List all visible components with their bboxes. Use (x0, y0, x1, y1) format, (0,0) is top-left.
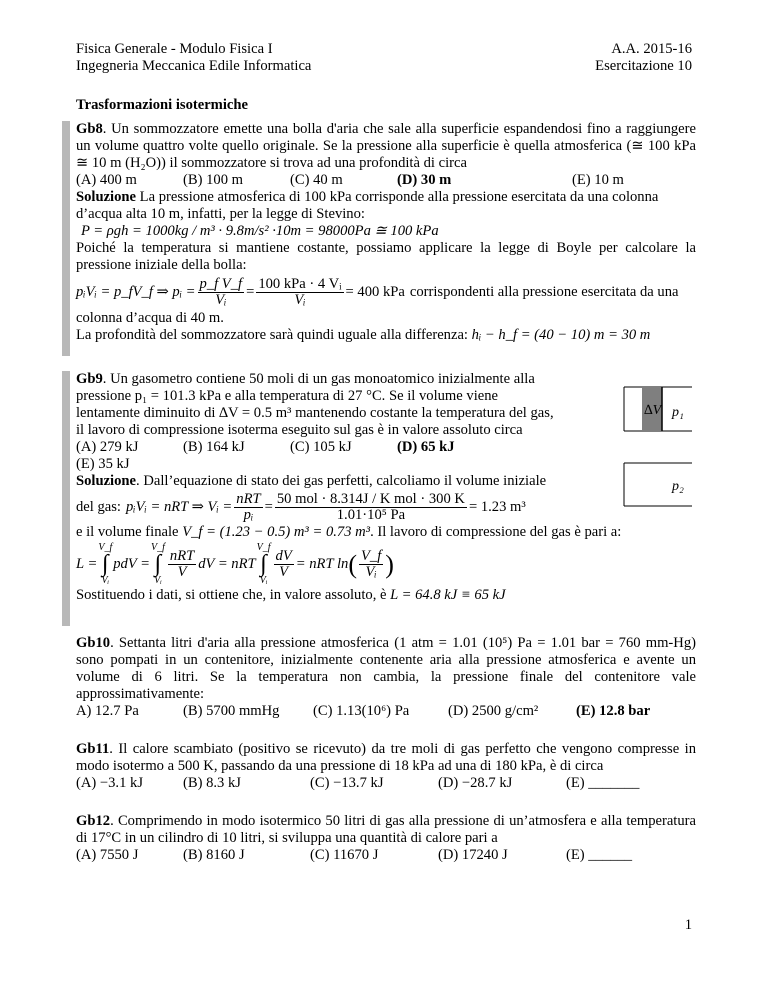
gb11-question-text: . Il calore scambiato (positivo se ricevuto) da tre moli di gas perfetto che vengono compresse in modo isotermo a 500 K, passando da una pressione di 18 kPa ad una di 180 kPa, è di circa (76, 741, 696, 774)
gb8-depth (76, 327, 696, 344)
gb8-problem (76, 121, 696, 344)
gb9-solution-label: Soluzione (76, 473, 137, 489)
gb8-margin-bar (62, 121, 70, 356)
academic-year: A.A. 2015-16 (611, 41, 692, 57)
int2-upper: V_f (151, 542, 165, 553)
cylinder-initial (624, 387, 692, 431)
gb9-final-volume-formula: V_f = (1.23 − 0.5) m³ = 0.73 m³ (182, 524, 371, 540)
integral-sign-2: V_f ∫ Vᵢ (151, 542, 165, 586)
gb8-boyle-frac1-den: Vᵢ (215, 291, 227, 308)
gb9-options-row1 (76, 439, 696, 456)
gb8-depth-formula: hᵢ − h_f = (40 − 10) m = 30 m (471, 327, 651, 343)
gb9-problem (76, 371, 696, 604)
gb8-boyle-tail2: colonna d’acqua di 40 m. (76, 310, 224, 326)
gb8-boyle-frac1 (198, 277, 245, 308)
gb8-boyle-intro: Poiché la temperatura si mantiene costante, possiamo applicare la legge di Boyle per calcolare la pressione iniziale della bolla: (76, 240, 696, 273)
integral-sign-1: V_f ∫ Vᵢ (98, 542, 113, 586)
gb11-id: Gb11 (76, 741, 110, 757)
gb9-state-frac1 (234, 492, 262, 523)
gb8-boyle-tail: corrispondenti alla pressione esercitata da una (409, 283, 679, 300)
gb9-work-dV: dV = nRT (198, 555, 256, 572)
gb9-conclusion-text: Sostituendo i dati, si ottiene che, in valore assoluto, è (76, 587, 387, 603)
gb9-conclusion (76, 587, 696, 604)
gb8-option-d: (D) 30 m (397, 172, 452, 188)
gb9-final-volume-tail: . Il lavoro di compressione del gas è pari a: (370, 524, 622, 540)
gb12-problem (76, 813, 696, 864)
gb9-option-e: (E) 35 kJ (76, 456, 130, 472)
gb8-boyle-frac2-den: Vᵢ (294, 291, 306, 308)
gb8-boyle-result: = 400 kPa (345, 283, 405, 300)
gb10-option-c: (C) 1.13(10⁶) Pa (313, 703, 410, 719)
int1-upper: V_f (98, 542, 113, 553)
gb9-state-result: = 1.23 m³ (468, 498, 526, 515)
gb9-state-frac2-den: 1.01·10⁵ Pa (336, 506, 406, 523)
gb12-question-text: . Comprimendo in modo isotermico 50 litri di gas alla pressione di un’atmosfera e alla temperatura di 17°C in un cilindro di 10 litri, si sviluppa una quantità di calore pari a (76, 813, 696, 846)
gb10-option-d: (D) 2500 g/cm² (448, 703, 539, 719)
gb9-option-c: (C) 105 kJ (290, 439, 352, 455)
gb9-state-lhs: pᵢVᵢ = nRT ⇒ Vᵢ = (126, 498, 233, 515)
section-title: Trasformazioni isotermiche (76, 97, 248, 113)
gb11-option-b: (B) 8.3 kJ (183, 775, 241, 791)
gb8-solution (76, 189, 696, 223)
gb10-problem (76, 635, 696, 720)
gb9-work-ln-den: Vᵢ (365, 563, 377, 580)
gb9-state-formula: del gas: pᵢVᵢ = nRT ⇒ Vᵢ = $\frac{\text{nRT}}{\text{pᵢ}}$ = $\frac{\text{50 mol · 8.314J / K mol · 300 K}}{\text{1.01·10⁵ Pa}}$ = 1.23 m³ (76, 490, 526, 523)
gb9-state-frac2-num: 50 mol · 8.314J / K mol · 300 K (276, 490, 465, 507)
gb12-option-b: (B) 8160 J (183, 847, 245, 863)
gb9-final-volume-text: e il volume finale (76, 524, 179, 540)
gb11-option-d: (D) −28.7 kJ (438, 775, 513, 791)
gb9-work-frac1 (168, 549, 196, 580)
gb8-option-e: (E) 10 m (572, 172, 624, 188)
course-title: Fisica Generale - Modulo Fisica I (76, 41, 273, 57)
gb10-question (76, 635, 696, 703)
gb8-options (76, 172, 696, 189)
gb8-id: Gb8 (76, 121, 103, 137)
gb8-boyle-frac1-num: p_f V_f (199, 275, 243, 292)
gb9-option-d: (D) 65 kJ (397, 439, 455, 455)
gb11-option-a: (A) −3.1 kJ (76, 775, 144, 791)
gb8-option-c: (C) 40 m (290, 172, 343, 188)
gb9-question-line3: lentamente diminuito di ∆V = 0.5 m³ mantenendo costante la temperatura del gas, (76, 405, 554, 421)
gb11-problem (76, 741, 696, 792)
header-right (595, 41, 692, 75)
gb9-conclusion-formula: L = 64.8 kJ ≡ 65 kJ (390, 587, 506, 603)
gb9-final-volume (76, 524, 696, 541)
gb11-options (76, 775, 696, 792)
gb12-question (76, 813, 696, 847)
int3-upper: V_f (256, 542, 271, 553)
gb8-boyle-frac2-num: 100 kPa · 4 Vᵢ (258, 275, 342, 292)
gb9-work-ln-frac (359, 549, 383, 580)
gb8-solution-text: La pressione atmosferica di 100 kPa corrisponde alla pressione esercitata da una colonna d’acqua alta 10 m, infatti, per la legge di Stevino: (76, 189, 659, 222)
gb11-question (76, 741, 696, 775)
gb9-id: Gb9 (76, 371, 103, 387)
gb9-work-formula: L = V_f ∫ Vᵢ pdV = V_f ∫ Vᵢ $\frac{\text{nRT}}{V}$ dV = nRT V_f ∫ Vᵢ $\frac{dV}{V}$ = nRT ln ( $\frac{V\_f}{\text{Vᵢ}}$ ) (76, 542, 394, 586)
gb9-work-frac1-den: V (177, 563, 187, 580)
gb10-id: Gb10 (76, 635, 111, 651)
gb9-question-line4: il lavoro di compressione isoterma eseguito sul gas è in valore assoluto circa (76, 422, 523, 438)
gb8-depth-text: La profondità del sommozzatore sarà quindi uguale alla differenza: (76, 327, 468, 343)
int3-lower: Vᵢ (259, 575, 268, 586)
gb10-question-text: . Settanta litri d'aria alla pressione atmosferica (1 atm = 1.01 (10⁵) Pa = 1.01 bar = 760 mm-Hg) sono pompati in un contenitore, inizialmente contenente aria alla pressione atmosferica e avente un volume di 6 litri. Se la temperatura non cambia, la pressione finale del contenitore vale approssimativamente: (76, 635, 696, 702)
gb12-id: Gb12 (76, 813, 111, 829)
gb8-stevino-formula: P = ρgh = 1000kg / m³ · 9.8m/s² ·10m = 98000Pa ≅ 100 kPa (81, 223, 439, 239)
gb9-question-text-1: . Un gasometro contiene 50 moli di un gas monoatomico inizialmente alla (102, 371, 535, 387)
int2-lower: Vᵢ (154, 575, 162, 586)
p2-label: p₂ (672, 479, 684, 494)
gb10-option-a: A) 12.7 Pa (76, 703, 139, 719)
gb8-option-a: (A) 400 m (76, 172, 137, 188)
gb12-option-a: (A) 7550 J (76, 847, 139, 863)
gb12-option-c: (C) 11670 J (310, 847, 379, 863)
gb12-option-d: (D) 17240 J (438, 847, 508, 863)
p1-label: p₁ (672, 405, 684, 420)
gasometer-diagram (620, 384, 694, 514)
gb9-work-frac1-num: nRT (169, 547, 195, 564)
gb8-option-b: (B) 100 m (183, 172, 243, 188)
gb10-option-b: (B) 5700 mmHg (183, 703, 280, 719)
gb9-state-frac2 (275, 492, 467, 523)
gb9-state-frac1-den: pᵢ (243, 506, 254, 523)
gb9-state-frac1-num: nRT (236, 490, 261, 507)
gb12-options (76, 847, 696, 864)
gb9-solution (76, 473, 608, 490)
gb9-margin-bar (62, 371, 70, 626)
header-left (76, 41, 311, 75)
integral-sign-3: V_f ∫ Vᵢ (256, 542, 271, 586)
delta-v-label: ∆V (644, 403, 662, 418)
int1-lower: Vᵢ (101, 575, 110, 586)
page-number: 1 (684, 917, 692, 933)
gb9-work-frac2-num: dV (275, 547, 292, 564)
gb12-option-e: (E) ______ (566, 847, 633, 863)
gb9-question-line1 (76, 371, 696, 388)
gb9-work-pdV: pdV = (113, 555, 150, 572)
cylinder-final (624, 463, 692, 506)
gb9-work-frac2-den: V (279, 563, 289, 580)
gb9-option-b: (B) 164 kJ (183, 439, 245, 455)
gb8-question (76, 121, 696, 172)
gb8-boyle-formula: pᵢVᵢ = p_fV_f ⇒ pᵢ = $\frac{\text{p\_f V\_f}}{\text{Vᵢ}}$ = $\frac{\text{100 kPa · 4 Vᵢ}}{\text{Vᵢ}}$ = 400 kPa corrispondenti alla pressione esercitata da una (76, 275, 679, 308)
gb11-option-e: (E) _______ (566, 775, 640, 791)
gb10-options (76, 703, 696, 720)
gb8-question-text: . Un sommozzatore emette una bolla d'aria che sale alla superficie espandendosi fino a raggiungere un volume quattro volte quello originale. Se la pressione alla superficie è quella atmosferica (≅ 100 kPa ≅ 10 m (H₂O)) il sommozzatore si trova ad una profondità di circa (76, 121, 696, 171)
gb9-state-prefix: del gas: (76, 498, 121, 515)
course-subtitle: Ingegneria Meccanica Edile Informatica (76, 58, 312, 74)
gb8-boyle-frac2 (256, 277, 343, 308)
gb11-option-c: (C) −13.7 kJ (310, 775, 384, 791)
gb9-work-eq: = nRT ln (295, 555, 349, 572)
gb9-work-frac2 (274, 549, 294, 580)
gb8-boyle-lhs: pᵢVᵢ = p_fV_f ⇒ pᵢ = (76, 283, 196, 300)
exercise-number: Esercitazione 10 (595, 58, 692, 74)
gb9-work-ln-num: V_f (360, 547, 382, 564)
gb9-work-L: L = (76, 555, 98, 572)
gb9-option-a: (A) 279 kJ (76, 439, 139, 455)
gb9-question-line2: pressione p₁ = 101.3 kPa e alla temperatura di 27 °C. Se il volume viene (76, 388, 499, 404)
gb10-option-e: (E) 12.8 bar (576, 703, 651, 719)
gb8-solution-label: Soluzione (76, 189, 137, 205)
gb9-solution-text: . Dall’equazione di stato dei gas perfetti, calcoliamo il volume iniziale (136, 473, 547, 489)
